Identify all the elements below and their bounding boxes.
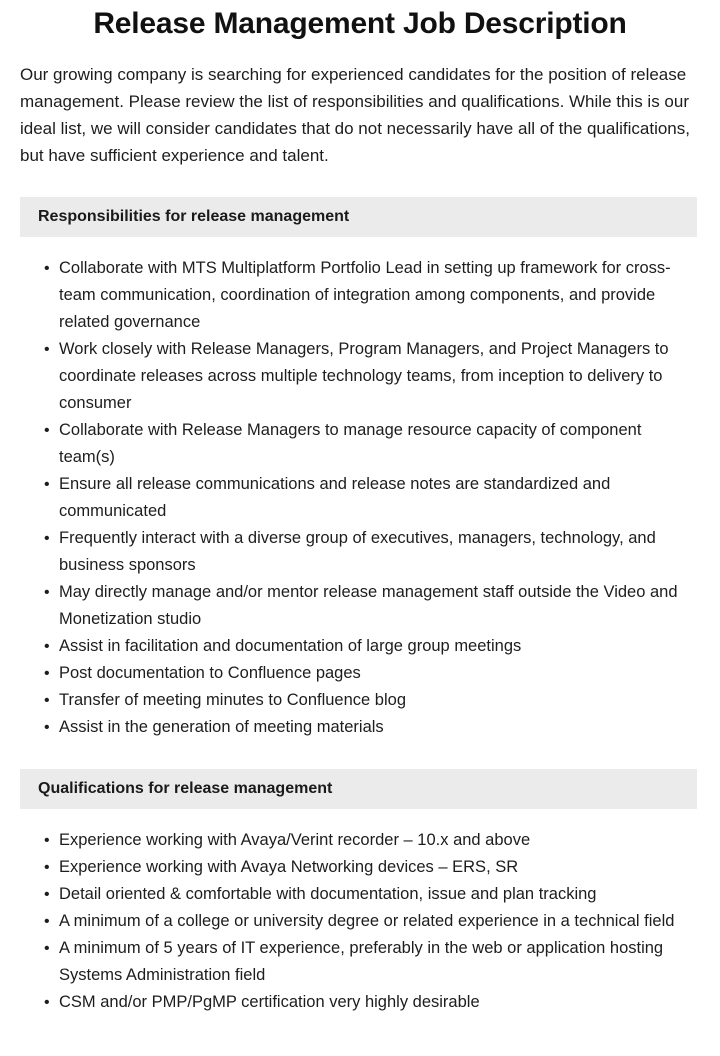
list-item-text: Frequently interact with a diverse group of executives, managers, technology, and business sponsors	[59, 529, 656, 574]
list-item	[44, 525, 696, 579]
intro-paragraph: Our growing company is searching for experienced candidates for the position of release management. Please review the list of responsibilities and qualifications. While this is our ideal list, we will consider candidates that do not necessarily have all of the qualifications, but have sufficient experience and talent.	[20, 65, 690, 165]
list-item	[44, 660, 696, 687]
list-item	[44, 336, 696, 417]
list-item-text: Collaborate with Release Managers to manage resource capacity of component team(s)	[59, 421, 642, 466]
list-item-text: Ensure all release communications and release notes are standardized and communicated	[59, 475, 611, 520]
list-item-text: Experience working with Avaya/Verint recorder – 10.x and above	[59, 831, 531, 849]
section-heading-text: Qualifications for release management	[38, 780, 333, 797]
responsibilities-list	[0, 255, 720, 741]
spacer	[0, 1016, 720, 1026]
qualifications-list	[0, 827, 720, 1016]
list-item	[44, 935, 696, 989]
spacer	[0, 809, 720, 827]
list-item	[44, 579, 696, 633]
section-header-responsibilities	[20, 197, 697, 237]
list-item-text: A minimum of a college or university degree or related experience in a technical field	[59, 912, 675, 930]
list-item	[44, 255, 696, 336]
section-heading-text: Responsibilities for release management	[38, 208, 350, 225]
spacer	[0, 169, 720, 197]
list-item-text: Work closely with Release Managers, Program Managers, and Project Managers to coordinate releases across multiple technology teams, from inception to delivery to consumer	[59, 340, 669, 412]
list-item	[44, 417, 696, 471]
list-item	[44, 687, 696, 714]
page-title: Release Management Job Description	[93, 7, 627, 40]
spacer	[0, 237, 720, 255]
list-item	[44, 908, 696, 935]
list-item-text: Collaborate with MTS Multiplatform Portfolio Lead in setting up framework for cross- team communication, coordination of integration among components, and provide related governance	[59, 259, 671, 331]
section-header-qualifications	[20, 769, 697, 809]
list-item-text: CSM and/or PMP/PgMP certification very highly desirable	[59, 993, 480, 1011]
list-item	[44, 854, 696, 881]
spacer	[0, 741, 720, 769]
list-item-text: Assist in facilitation and documentation of large group meetings	[59, 637, 522, 655]
list-item-text: Transfer of meeting minutes to Confluence blog	[59, 691, 406, 709]
list-item-text: A minimum of 5 years of IT experience, preferably in the web or application hosting Systems Administration field	[59, 939, 664, 984]
list-item	[44, 989, 696, 1016]
list-item-text: May directly manage and/or mentor release management staff outside the Video and Monetization studio	[59, 583, 678, 628]
list-item-text: Detail oriented & comfortable with documentation, issue and plan tracking	[59, 885, 597, 903]
list-item-text: Assist in the generation of meeting materials	[59, 718, 384, 736]
list-item-text: Post documentation to Confluence pages	[59, 664, 361, 682]
list-item	[44, 714, 696, 741]
list-item-text: Experience working with Avaya Networking devices – ERS, SR	[59, 858, 519, 876]
list-item	[44, 471, 696, 525]
list-item	[44, 827, 696, 854]
list-item	[44, 633, 696, 660]
list-item	[44, 881, 696, 908]
